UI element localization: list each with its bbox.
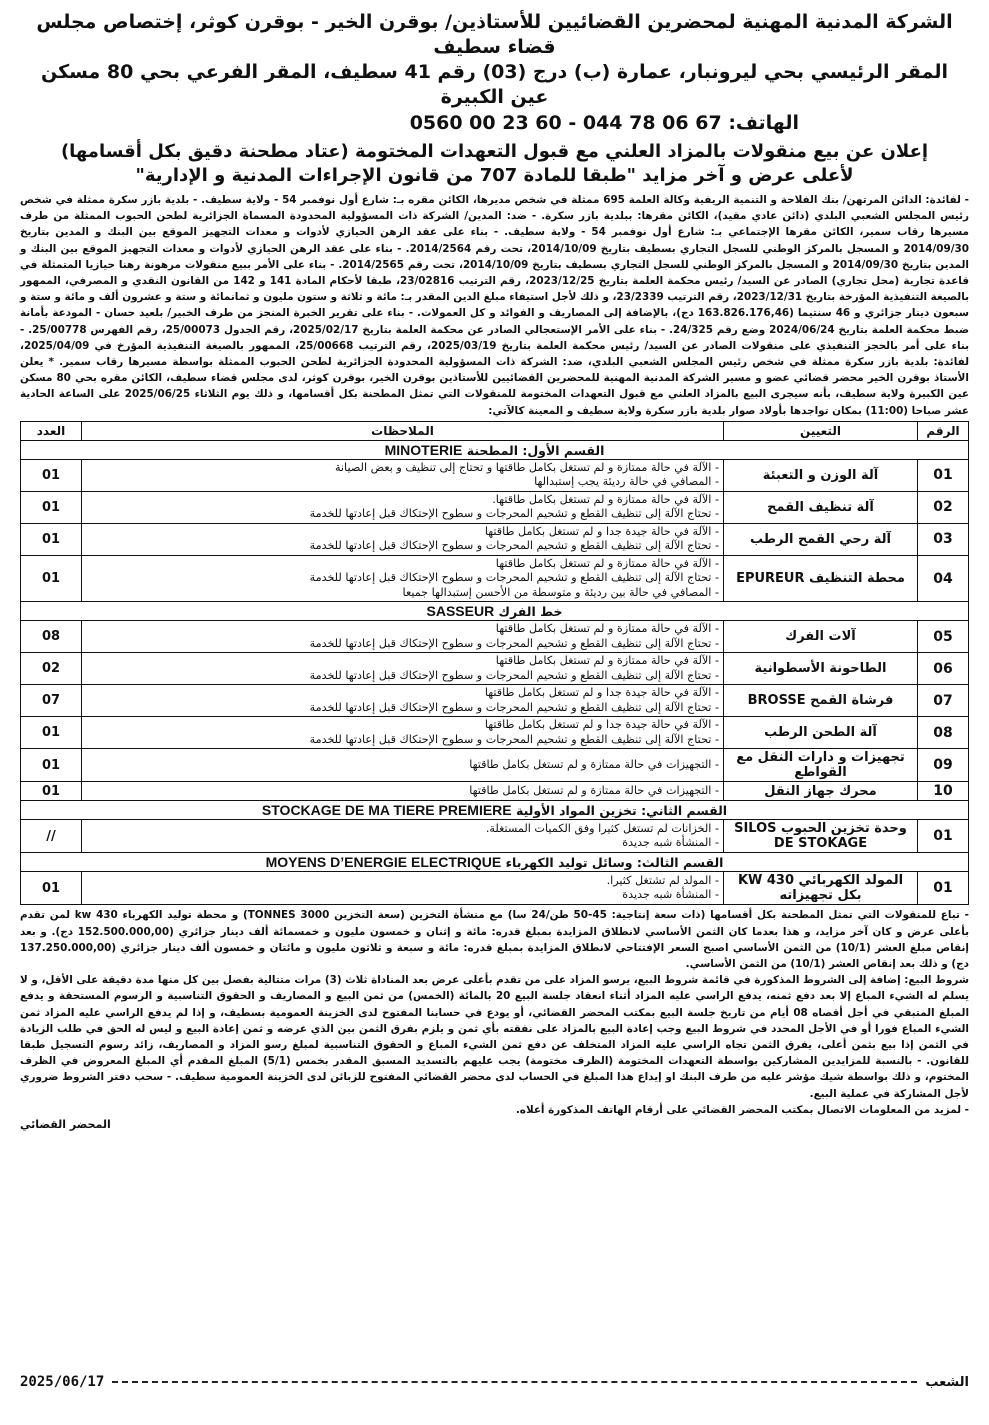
row-notes	[82, 749, 724, 782]
table-section-row	[21, 440, 969, 459]
section-title: القسم الأول: المطحنة	[466, 442, 605, 458]
row-note-line: - المنشأة شبه جديدة	[622, 888, 719, 902]
footer	[20, 1372, 969, 1392]
header-line-1: الشركة المدنية المهنية لمحضرين القضائيين للأستاذين/ بوقرن الخير - بوقرن كوثر، إختصاص مجلس قضاء سطيف	[36, 11, 953, 58]
conditions-paragraph-1: - تباع للمنقولات التي تمثل المطحنة بكل أقسامها (ذات سعة إنتاجية: 45-50 طن/24 سا) مع منشأة التخزين (سعة التخزين 3000 TONNES) و محطة توليد الكهرباء 430 kw لمن تقدم بأعلى عرض و كان آخر مزايد، و هذا بعدما كان الثمن الأساسي لانطلاق المزايدة بمبلغ قدره: مائة و إثنان و خمسون مليون و خمسمائة ألف دينار جزائري (152.500.000,00 دج). و بعد إنقاص مبلغ العشر (10/1) من الثمن الأساسي اصبح السعر الإفتتاحي لانطلاق المزايدة بمبلغ قدره: مائة و سبعة و ثلاثون مليون و مائتان و خمسون ألف دينار جزائري (137.250.000,00 دج) و ذلك بعد إنقاص العشر (10/1) من الثمن الأساسي.	[20, 909, 969, 970]
header-line-2: المقر الرئيسي بحي ليرونبار، عمارة (ب) درج (03) رقم 41 سطيف، المقر الفرعي بحي 80 مسكن عين الكبيرة	[41, 61, 948, 108]
section-title-fr: MINOTERIE	[384, 441, 463, 458]
row-quantity: 07	[21, 685, 82, 717]
row-note-line: - التجهيزات في حالة ممتازة و لم تستغل بكامل طاقتها	[469, 784, 719, 798]
row-note-line: - الخزانات لم تستغل كثيرا وفق الكميات المستغلة.	[485, 821, 719, 835]
row-number: 02	[918, 491, 969, 523]
row-note-line: - المصافي في حالة رديئة يجب إستبدالها	[534, 475, 719, 489]
table-section-row	[21, 853, 969, 872]
row-number: 05	[918, 621, 969, 653]
row-quantity: 02	[21, 653, 82, 685]
row-designation: الطاحونة الأسطوانية	[724, 653, 918, 685]
row-designation: آلات الفرك	[724, 621, 918, 653]
section-title: خط الفرك	[498, 604, 563, 620]
newspaper-name: الشعب	[925, 1374, 969, 1390]
table-row	[21, 717, 969, 749]
footer-divider	[112, 1381, 917, 1383]
row-note-line: - تحتاج الآلة إلى تنظيف القطع و تشحيم المحرجات و سطوح الإحتكاك قبل إعادتها للخدمة	[309, 507, 719, 521]
row-note-line: - تحتاج الآلة إلى تنظيف القطع و تشحيم المحرجات و سطوح الإحتكاك قبل إعادتها للخدمة	[309, 571, 719, 585]
table-section-row	[21, 801, 969, 820]
row-notes	[82, 717, 724, 749]
table-row	[21, 820, 969, 853]
row-designation: المولد الكهربائي 430 KW بكل تجهيزاته	[724, 872, 918, 905]
row-designation: محطة التنظيف EPUREUR	[724, 555, 918, 602]
section-title-cell	[21, 602, 969, 621]
row-designation: آلة الوزن و التعبئة	[724, 459, 918, 491]
table-row	[21, 523, 969, 555]
publication-date: 2025/06/17	[20, 1374, 105, 1390]
table-row	[21, 685, 969, 717]
row-note-line: - المنشأة شبه جديدة	[622, 836, 719, 850]
items-table	[20, 421, 969, 906]
section-title-fr: MOYENS D’ENERGIE ELECTRIQUE	[265, 854, 502, 871]
section-title-cell	[21, 801, 969, 820]
conditions-paragraph-2: شروط البيع: إضافة إلى الشروط المذكورة في قائمة شروط البيع، يرسو المزاد على من تقدم بأعلى عرض بعد المناداة ثلاث (3) مرات متتالية بفصل بين كل منها مدة دقيقة على الأقل، و لا يسلم له الشيء المباع إلا بعد دفع ثمنه، يدفع الراسي عليه المزاد أثناء انعقاد جلسة البيع 20 بالمائة (الخمس) من ثمن البيع و المصاريف و الحقوق التناسبية و الرسوم المستحقة و يدفع المبلغ المتبقي في أجل أقصاه 08 أيام من تاريخ جلسة البيع بمكتب المحضر القضائي، أو يودع في حسابنا المفتوح لدى الخزينة العمومية بسطيف، و إذا لم يدفع الراسي عليه المزاد ثمن الشيء المباع فورا أو في الأجل المحدد في شروط البيع وجب إعادة البيع بالمزاد على نفقته بأي ثمن و يلزم بفرق الثمن بين الذي عرضه و ثمن إعادة البيع و ليس له الحق في طلب الزيادة في الثمن إذا بيع بثمن أعلى، يفرق الثمن تجاه الراسي عليه المزاد المتخلف عن دفع ثمن الشيء المباع و الحقوق التناسبية لمبلغ رسو المزاد و المصاريف، زائد رسوم التسجيل طبقا للقانون. - بالنسبة للمزايدين المشاركين بواسطة التعهدات المختومة (الظرف مختومة) يجب عليهم بالتسديد المسبق المقدر بخمس (5/1) المبلغ المقدم أي المبلغ المعروض في الظرف المختوم، و ذلك بواسطة شيك مؤشر عليه من طرف البنك او إيداع هذا المبلغ في الحساب لدى محضر القضائي المفتوح للزبائن لدى الخزينة العمومية سطيف. - سحب دفتر الشروط ضروري لأجل المشاركة في عملية البيع.	[20, 974, 970, 1100]
header-phone	[20, 110, 969, 136]
row-number: 07	[918, 685, 969, 717]
row-note-line: - الآلة في حالة ممتازة و لم تستغل بكامل طاقتها و تحتاج إلى تنظيف و بعض الصيانة	[334, 460, 719, 474]
row-notes	[82, 782, 724, 801]
table-row	[21, 621, 969, 653]
row-note-line: - الآلة في حالة جيدة جدا و لم تستغل بكامل طاقتها	[484, 686, 719, 700]
row-note-line: - تحتاج الآلة إلى تنظيف القطع و تشحيم المحرجات و سطوح الإحتكاك قبل إعادتها للخدمة	[309, 636, 719, 650]
col-notes-header: الملاحظات	[82, 421, 724, 440]
row-note-line: - تحتاج الآلة إلى تنظيف القطع و تشحيم المحرجات و سطوح الإحتكاك قبل إعادتها للخدمة	[309, 668, 719, 682]
row-number: 10	[918, 782, 969, 801]
row-designation: محرك جهاز النقل	[724, 782, 918, 801]
row-notes	[82, 459, 724, 491]
row-designation: تجهيزات و دارات النقل مع القواطع	[724, 749, 918, 782]
table-row	[21, 555, 969, 602]
row-number: 03	[918, 523, 969, 555]
row-number: 04	[918, 555, 969, 602]
row-notes	[82, 491, 724, 523]
row-note-line: - تحتاج الآلة إلى تنظيف القطع و تشحيم المحرجات و سطوح الإحتكاك قبل إعادتها للخدمة	[309, 700, 719, 714]
intro-text	[20, 192, 969, 419]
row-note-line: - الآلة في حالة ممتازة و لم تستغل بكامل طاقتها	[495, 654, 719, 668]
table-body	[21, 440, 969, 905]
row-quantity: 01	[21, 872, 82, 905]
table-row	[21, 872, 969, 905]
row-designation: فرشاة القمح BROSSE	[724, 685, 918, 717]
section-title-fr: STOCKAGE DE MA TIERE PREMIERE	[261, 802, 512, 819]
row-number: 06	[918, 653, 969, 685]
announcement-title	[20, 140, 969, 188]
row-note-line: - الآلة في حالة جيدة جدا و لم تستغل بكامل طاقتها	[484, 524, 719, 538]
phone-numbers: 0560 00 23 60 - 044 78 06 67	[409, 112, 722, 134]
signature: المحضر القضائي	[20, 1117, 111, 1131]
row-quantity: 08	[21, 621, 82, 653]
phone-label: الهاتف:	[728, 112, 799, 134]
title-line-2: لأعلى عرض و آخر مزايد "طبقا للمادة 707 من قانون الإجراءات المدنية و الإدارية"	[135, 165, 854, 186]
table-header-row	[21, 421, 969, 440]
row-number: 01	[918, 820, 969, 853]
section-title: القسم الثاني: تخزين المواد الأولية	[515, 803, 728, 819]
table-row	[21, 491, 969, 523]
row-quantity: 01	[21, 717, 82, 749]
row-note-line: - المولد لم تشتغل كثيرا.	[606, 873, 719, 887]
col-name-header: التعيين	[724, 421, 918, 440]
row-notes	[82, 621, 724, 653]
row-notes	[82, 523, 724, 555]
row-quantity: 01	[21, 749, 82, 782]
section-title-fr: SASSEUR	[426, 603, 495, 620]
row-notes	[82, 555, 724, 602]
table-row	[21, 749, 969, 782]
col-qty-header: العدد	[21, 421, 82, 440]
row-designation: وحدة تخزين الحبوب SILOS DE STOKAGE	[724, 820, 918, 853]
table-row	[21, 653, 969, 685]
row-notes	[82, 653, 724, 685]
row-quantity: 01	[21, 491, 82, 523]
row-note-line: - الآلة في حالة ممتازة و لم تستغل بكامل طاقتها	[495, 556, 719, 570]
row-note-line: - الآلة في حالة ممتازة و لم تستغل بكامل طاقتها	[495, 622, 719, 636]
section-title-cell	[21, 440, 969, 459]
row-note-line: - تحتاج الآلة إلى تنظيف القطع و تشحيم المحرجات و سطوح الإحتكاك قبل إعادتها للخدمة	[309, 732, 719, 746]
row-note-line: - التجهيزات في حالة ممتازة و لم تستغل بكامل طاقتها	[469, 758, 719, 772]
row-note-line: - تحتاج الآلة إلى تنظيف القطع و تشحيم المحرجات و سطوح الإحتكاك قبل إعادتها للخدمة	[309, 539, 719, 553]
row-designation: آلة رحي القمح الرطب	[724, 523, 918, 555]
table-row	[21, 459, 969, 491]
section-title-cell	[21, 853, 969, 872]
row-number: 01	[918, 872, 969, 905]
conditions-text	[20, 907, 969, 1118]
row-note-line: - المصافي في حالة بين رديئة و متوسطة من الأحسن إستبدالها جميعا	[402, 585, 719, 599]
intro-paragraph: - لفائدة: الدائن المرتهن/ بنك الفلاحة و التنمية الريفية وكالة العلمة 695 ممثلة في شخص مديرها، الكائن مقره بـ: شارع أول نوفمبر 54 - ولاية سطيف. - بلدية بازر سكرة ممثلة في شخص رئيس المجلس الشعبي البلدي (دائن عادي مقيد)، الكائن مقرها: ببلدية بازر سكرة. - ضد: المدين/ الشركة ذات المسؤولية المحدودة المسماة الجزائرية لطحن الحبوب الممثلة من طرف مسيرها رقاب سمير، الكائن مقرها الإجتماعي بـ: شارع أول نوفمبر 54 - ولاية سطيف. - بناء على عقد الرهن الحيازي لأدوات و معدات التجهيز الموقع بين البنك و المدين بتاريخ 2014/09/30 و المسجل بالمركز الوطني للسجل التجاري بسطيف بتاريخ 2014/10/09، تحت رقم 2014/2564. - بناء على عقد الرهن الحيازي لأدوات و معدات التجهيز الموقع بين البنك و المدين بتاريخ 2014/09/30 و المسجل بالمركز الوطني للسجل التجاري بسطيف بتاريخ 2014/10/09، تحت رقم 2014/2565. - بناء على الأمر ببيع منقولات مرهونة رهنا حيازيا المتمثلة في قاعدة تجارية (محل تجاري) الصادر عن السيد/ رئيس محكمة العلمة بتاريخ 2023/12/25، رقم الترتيب 23/02816، طبقا لأحكام المادة 141 و 142 من القانون النقدي و المصرفي، الممهور بالصيغة التنفيذية المؤرخة بتاريخ 2023/12/31، رقم الترتيب 23/2339، و ذلك لأجل استيفاء مبلغ الدين المقدر بـ: مائة و ثلاثة و ستون مليون و ثمانمائة و ستة و عشرون ألف و مائة و ستة و سبعون دينار جزائري و 46 سنتيما (163.826.176,46 دج)، بالإضافة إلى المصاريف و الفوائد و كل العمولات. - بناء على تقرير الخبرة المنجز من طرف الخبير/ بلعيد حسان - المودعة بأمانة ضبط محكمة العلمة بتاريخ 2024/06/24 وضع رقم 24/325. - بناء على الأمر الإستعجالي الصادر عن محكمة العلمة بتاريخ 2025/02/17، رقم الجدول 25/00073، رقم الفهرس 25/00778. - بناء على أمر بالحجز التنفيذي على منقولات الصادر عن السيد/ رئيس محكمة العلمة بتاريخ 2025/03/19، رقم الترتيب 25/00668، الممهور بالصيغة التنفيذية المؤرخ في 2025/04/09، لفائدة: بلدية بازر سكرة ممثلة في شخص رئيس المجلس الشعبي البلدي، ضد: الشركة ذات المسؤولية المحدودة الجزائرية لطحن الحبوب الممثلة بواسطة مسيرها رقاب سمير. * يعلن الأستاذ بوقرن الخير محضر قضائي عضو و مسير الشركة المدنية المهنية للمحضرين القضائيين للأستاذين بوقرن الخير، بوقرن كوثر، لدى مجلس قضاء سطيف، الكائن مقره بحي 80 مسكن عين الكبيرة ولاية سطيف، بأنه سيجرى البيع بالمزاد العلني مع قبول التعهدات المختومة للمنقولات التي تمثل المطحنة بكل أقسامها، و ذلك يوم الثلاثاء 2025/06/25 على الساعة الحادية عشر صباحا (11:00) بمكان تواجدها بأولاد صوار بلدية بازر سكرة ولاية سطيف و المعينة كالآتي:	[20, 194, 970, 417]
title-line-1: إعلان عن بيع منقولات بالمزاد العلني مع قبول التعهدات المختومة (عتاد مطحنة دقيق بكل أقسامها)	[60, 141, 929, 162]
row-quantity: 01	[21, 782, 82, 801]
row-quantity: 01	[21, 459, 82, 491]
row-quantity: //	[21, 820, 82, 853]
row-notes	[82, 872, 724, 905]
row-notes	[82, 820, 724, 853]
section-title: القسم الثالث: وسائل توليد الكهرباء	[505, 855, 724, 871]
header	[20, 10, 969, 136]
announcement-page	[20, 10, 969, 1400]
row-number: 08	[918, 717, 969, 749]
row-quantity: 01	[21, 555, 82, 602]
row-designation: آلة الطحن الرطب	[724, 717, 918, 749]
table-section-row	[21, 602, 969, 621]
row-designation: آلة تنظيف القمح	[724, 491, 918, 523]
row-notes	[82, 685, 724, 717]
row-number: 09	[918, 749, 969, 782]
row-note-line: - الآلة في حالة جيدة جدا و لم تستغل بكامل طاقتها	[484, 718, 719, 732]
conditions-paragraph-3: - لمزيد من المعلومات الاتصال بمكتب المحضر القضائي على أرقام الهاتف المذكورة أعلاه.	[515, 1103, 969, 1116]
row-number: 01	[918, 459, 969, 491]
table-row	[21, 782, 969, 801]
col-num-header: الرقم	[918, 421, 969, 440]
row-note-line: - الآلة في حالة ممتازة و لم تستغل بكامل طاقتها.	[492, 492, 719, 506]
row-quantity: 01	[21, 523, 82, 555]
